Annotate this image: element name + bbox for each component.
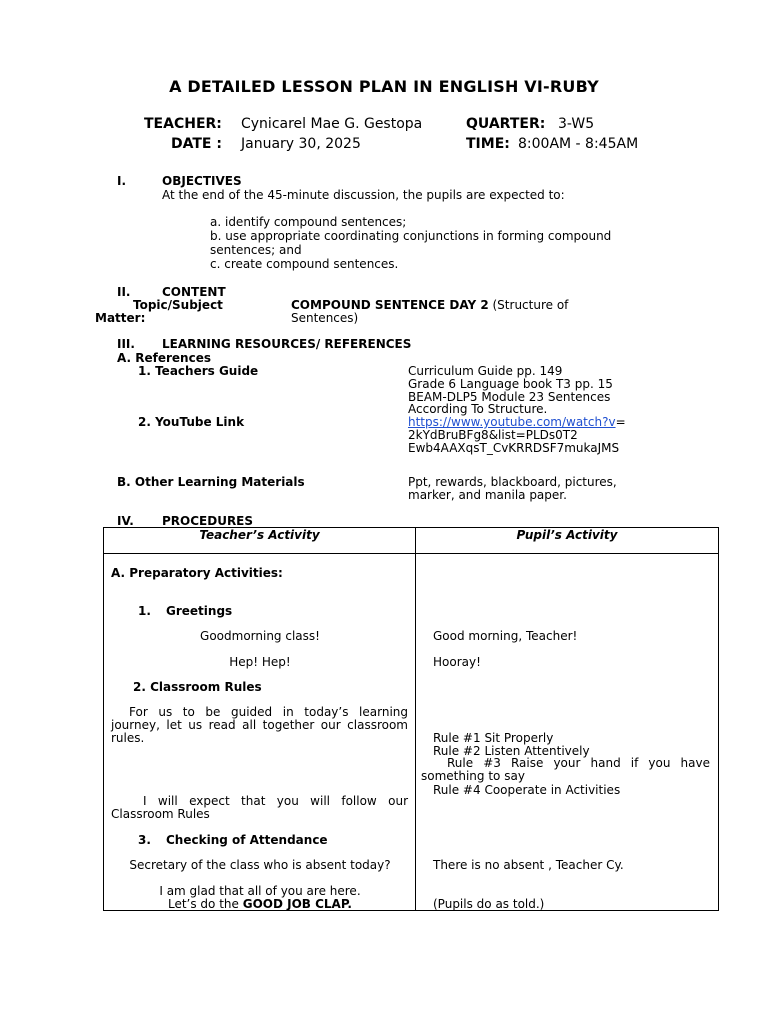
teachers-guide-label: 1. Teachers Guide bbox=[138, 364, 259, 378]
teacher-label: TEACHER: bbox=[144, 116, 222, 132]
attendance-number: 3. bbox=[138, 833, 151, 847]
clap-line bbox=[104, 897, 416, 911]
youtube-link[interactable]: https://www.youtube.com/watch?v bbox=[408, 415, 616, 429]
procedures-number: IV. bbox=[117, 514, 134, 528]
rule-4: Rule #4 Cooperate in Activities bbox=[433, 783, 621, 797]
expect-rules-text: I will expect that you will follow our Classroom Rules bbox=[111, 794, 408, 821]
teachers-guide-line3: BEAM-DLP5 Module 23 Sentences bbox=[408, 390, 611, 404]
pupil-activity-header: Pupil’s Activity bbox=[416, 528, 719, 554]
procedures-heading: PROCEDURES bbox=[162, 514, 254, 528]
date-label: DATE : bbox=[171, 136, 222, 152]
teachers-guide-line4: According To Structure. bbox=[408, 402, 548, 416]
objective-a: a. identify compound sentences; bbox=[210, 215, 407, 229]
time-label: TIME: bbox=[466, 136, 510, 152]
youtube-link-equals: = bbox=[615, 415, 626, 429]
attendance-question: Secretary of the class who is absent today? bbox=[129, 858, 391, 872]
resources-heading: LEARNING RESOURCES/ REFERENCES bbox=[162, 337, 412, 351]
other-materials-label: B. Other Learning Materials bbox=[117, 475, 305, 489]
topic-value-line1 bbox=[291, 298, 568, 312]
pupil-activity-cell bbox=[416, 554, 719, 911]
objectives-number: I. bbox=[117, 174, 127, 188]
greeting-teacher-line: Goodmorning class! bbox=[200, 629, 320, 643]
rule-1: Rule #1 Sit Properly bbox=[433, 731, 554, 745]
date-value: January 30, 2025 bbox=[241, 136, 361, 152]
page-title: A DETAILED LESSON PLAN IN ENGLISH VI-RUBY bbox=[169, 77, 599, 96]
other-materials-line2: marker, and manila paper. bbox=[408, 488, 567, 502]
attendance-answer: There is no absent , Teacher Cy. bbox=[433, 858, 624, 872]
topic-title-rest: (Structure of bbox=[488, 298, 569, 312]
other-materials-line1: Ppt, rewards, blackboard, pictures, bbox=[408, 475, 617, 489]
greetings-heading: Greetings bbox=[166, 604, 233, 618]
objective-b-line1: b. use appropriate coordinating conjunctions in forming compound bbox=[210, 229, 612, 243]
procedures-table bbox=[103, 527, 719, 911]
resources-number: III. bbox=[117, 337, 135, 351]
topic-label-line2: Matter: bbox=[95, 311, 146, 325]
youtube-link-label: 2. YouTube Link bbox=[138, 415, 245, 429]
objective-c: c. create compound sentences. bbox=[210, 257, 399, 271]
greeting-pupil-line: Good morning, Teacher! bbox=[433, 629, 578, 643]
clap-bold: GOOD JOB CLAP. bbox=[242, 897, 352, 911]
rule-3: Rule #3 Raise your hand if you have something to say bbox=[421, 756, 710, 783]
quarter-value: 3-W5 bbox=[558, 116, 595, 132]
teachers-guide-line2: Grade 6 Language book T3 pp. 15 bbox=[408, 377, 613, 391]
topic-label-line1: Topic/Subject bbox=[133, 298, 223, 312]
teachers-guide-line1: Curriculum Guide pp. 149 bbox=[408, 364, 563, 378]
content-number: II. bbox=[117, 285, 131, 299]
attendance-heading: Checking of Attendance bbox=[166, 833, 328, 847]
greetings-number: 1. bbox=[138, 604, 151, 618]
objective-b-line2: sentences; and bbox=[210, 243, 302, 257]
content-heading: CONTENT bbox=[162, 285, 226, 299]
objectives-heading: OBJECTIVES bbox=[162, 174, 242, 188]
objectives-intro: At the end of the 45-minute discussion, the pupils are expected to: bbox=[162, 188, 565, 202]
teacher-value: Cynicarel Mae G. Gestopa bbox=[241, 116, 423, 132]
youtube-link-line2: 2kYdBruBFg8&list=PLDs0T2 bbox=[408, 428, 578, 442]
preparatory-activities-heading: A. Preparatory Activities: bbox=[111, 566, 283, 580]
youtube-link-line3: Ewb4AAXqsT_CvKRRDSF7mukaJMS bbox=[408, 441, 620, 455]
classroom-rules-teacher-text: For us to be guided in today’s learning journey, let us read all together our classroom rules. bbox=[111, 705, 408, 745]
clap-prefix: Let’s do the bbox=[167, 897, 243, 911]
youtube-link-line1 bbox=[408, 415, 626, 429]
hep-teacher-line: Hep! Hep! bbox=[229, 655, 291, 669]
quarter-label: QUARTER: bbox=[466, 116, 546, 132]
classroom-rules-heading: 2. Classroom Rules bbox=[133, 680, 262, 694]
references-label: A. References bbox=[117, 351, 211, 365]
glad-line: I am glad that all of you are here. bbox=[159, 884, 361, 898]
hep-pupil-line: Hooray! bbox=[433, 655, 481, 669]
teacher-activity-cell bbox=[104, 554, 416, 911]
topic-title: COMPOUND SENTENCE DAY 2 bbox=[291, 298, 489, 312]
clap-pupil-line: (Pupils do as told.) bbox=[433, 897, 545, 911]
time-value: 8:00AM - 8:45AM bbox=[518, 136, 639, 152]
teacher-activity-header: Teacher’s Activity bbox=[104, 528, 416, 554]
rule-2: Rule #2 Listen Attentively bbox=[433, 744, 590, 758]
topic-value-line2: Sentences) bbox=[291, 311, 359, 325]
